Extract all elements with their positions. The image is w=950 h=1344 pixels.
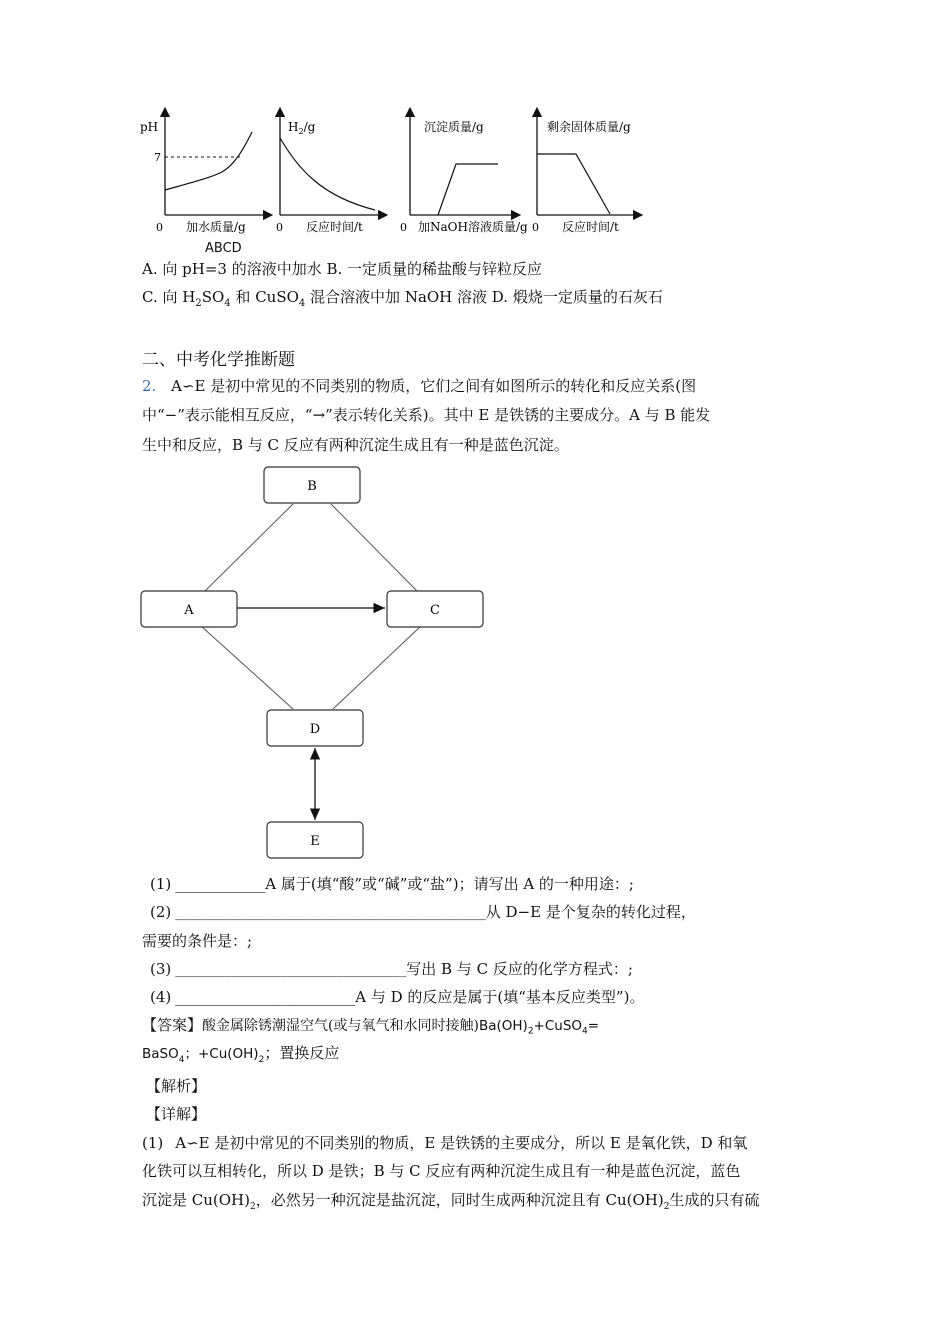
- subquestion-1: (1) ____________A 属于(填“酸”或“碱”或“盐”)；请写出 A 的一种用途：;: [150, 875, 634, 893]
- graph-c-ylabel: 沉淀质量/g: [424, 120, 484, 134]
- question-line-2: 中“−”表示能相互反应，“→”表示转化关系)。其中 E 是铁锈的主要成分。A 与 B 能发: [142, 406, 711, 424]
- question-line-3: 生中和反应，B 与 C 反应有两种沉淀生成且有一种是蓝色沉淀。: [142, 436, 569, 454]
- graph-a-seven-label: 7: [154, 151, 161, 164]
- graph-b-ylabel: $H_2/g$: [288, 120, 316, 136]
- answer-line-2: BaSO$_4$；$+Cu(OH)_2$；置换反应: [142, 1044, 340, 1065]
- question-number: 2.: [142, 377, 157, 395]
- a-d-line: [201, 626, 293, 709]
- graph-a-ylabel: pH: [140, 120, 159, 134]
- section-title: 二、中考化学推断题: [142, 350, 295, 370]
- graph-b: [276, 112, 383, 234]
- ph-curve: [165, 132, 252, 190]
- graph-c-xlabel: 加NaOH溶液质量/g: [418, 220, 528, 234]
- box-e: [267, 822, 363, 858]
- answer-blank-4[interactable]: ________________________: [175, 988, 356, 1006]
- box-b: [264, 467, 360, 503]
- box-a: [141, 591, 237, 627]
- svg-text:D: D: [309, 722, 321, 737]
- answer-blank-1[interactable]: ____________: [175, 875, 266, 893]
- detail-line-1: (1) A∽E 是初中常见的不同类别的物质，E 是铁锈的主要成分，所以 E 是氧化铁，D 和氧: [142, 1134, 748, 1152]
- subquestion-3: (3) _________________________________写出 B 与 C 反应的化学方程式：;: [150, 960, 633, 978]
- b-c-line: [331, 504, 417, 591]
- svg-text:C: C: [430, 603, 440, 618]
- graph-d: [532, 112, 638, 234]
- svg-text:A: A: [184, 603, 194, 618]
- box-c: [387, 591, 483, 627]
- option-line-1: A. 向 pH=3 的溶液中加水 B. 一定质量的稀盐酸与锌粒反应: [142, 260, 543, 278]
- graph-a: [140, 112, 268, 234]
- graph-a-xlabel: 加水质量/g: [186, 220, 246, 234]
- detail-line-2: 化铁可以互相转化，所以 D 是铁；B 与 C 反应有两种沉淀生成且有一种是蓝色沉淀，蓝色: [142, 1162, 741, 1180]
- precipitate-line: [438, 164, 498, 215]
- question-line-1: 2. A∽E 是初中常见的不同类别的物质，它们之间有如图所示的转化和反应关系(图: [142, 377, 697, 395]
- subquestion-2-continued: 需要的条件是：;: [142, 932, 253, 950]
- graph-c-origin: 0: [400, 221, 407, 234]
- relation-diagram: [135, 460, 495, 865]
- residual-solid-line: [537, 154, 610, 214]
- graph-c: [400, 112, 528, 234]
- subquestion-4: (4) ________________________A 与 D 的反应是属于(填“基本反应类型”)。: [150, 988, 645, 1006]
- c-d-line: [333, 626, 421, 709]
- graph-d-origin: 0: [532, 221, 539, 234]
- answer-blank-3[interactable]: _________________________________: [175, 962, 407, 978]
- subquestion-2: (2) ______________________________________________从 D−E 是个复杂的转化过程，: [150, 903, 696, 921]
- graph-d-ylabel: 剩余固体质量/g: [547, 120, 631, 134]
- analysis-label: 【解析】: [146, 1077, 207, 1095]
- option-line-2: C. 向 $H_2SO_4$ 和 CuSO$_4$ 混合溶液中加 NaOH 溶液 D. 煅烧一定质量的石灰石: [142, 288, 663, 309]
- graph-a-origin: 0: [156, 221, 163, 234]
- graph-b-origin: 0: [276, 221, 283, 234]
- graph-d-xlabel: 反应时间/t: [562, 220, 619, 234]
- svg-text:B: B: [307, 479, 317, 494]
- detail-line-3: 沉淀是 $Cu(OH)_2$，必然另一种沉淀是盐沉淀，同时生成两种沉淀且有 $Cu(OH)_2$生成的只有硫: [142, 1191, 760, 1212]
- h2-curve: [280, 138, 375, 210]
- detail-label: 【详解】: [146, 1105, 207, 1123]
- graphs-caption: ABCD: [205, 241, 242, 256]
- answer-label: 【答案】: [142, 1016, 203, 1034]
- graph-b-xlabel: 反应时间/t: [306, 220, 363, 234]
- svg-text:E: E: [310, 834, 320, 849]
- answer-blank-2[interactable]: ______________________________________________: [175, 905, 486, 921]
- answer-line-1: 【答案】酸金属除锈潮湿空气(或与氧气和水同时接触)$Ba(OH)_2+CuSO_4=$: [142, 1016, 600, 1037]
- b-a-line: [205, 504, 293, 591]
- box-d: [267, 710, 363, 746]
